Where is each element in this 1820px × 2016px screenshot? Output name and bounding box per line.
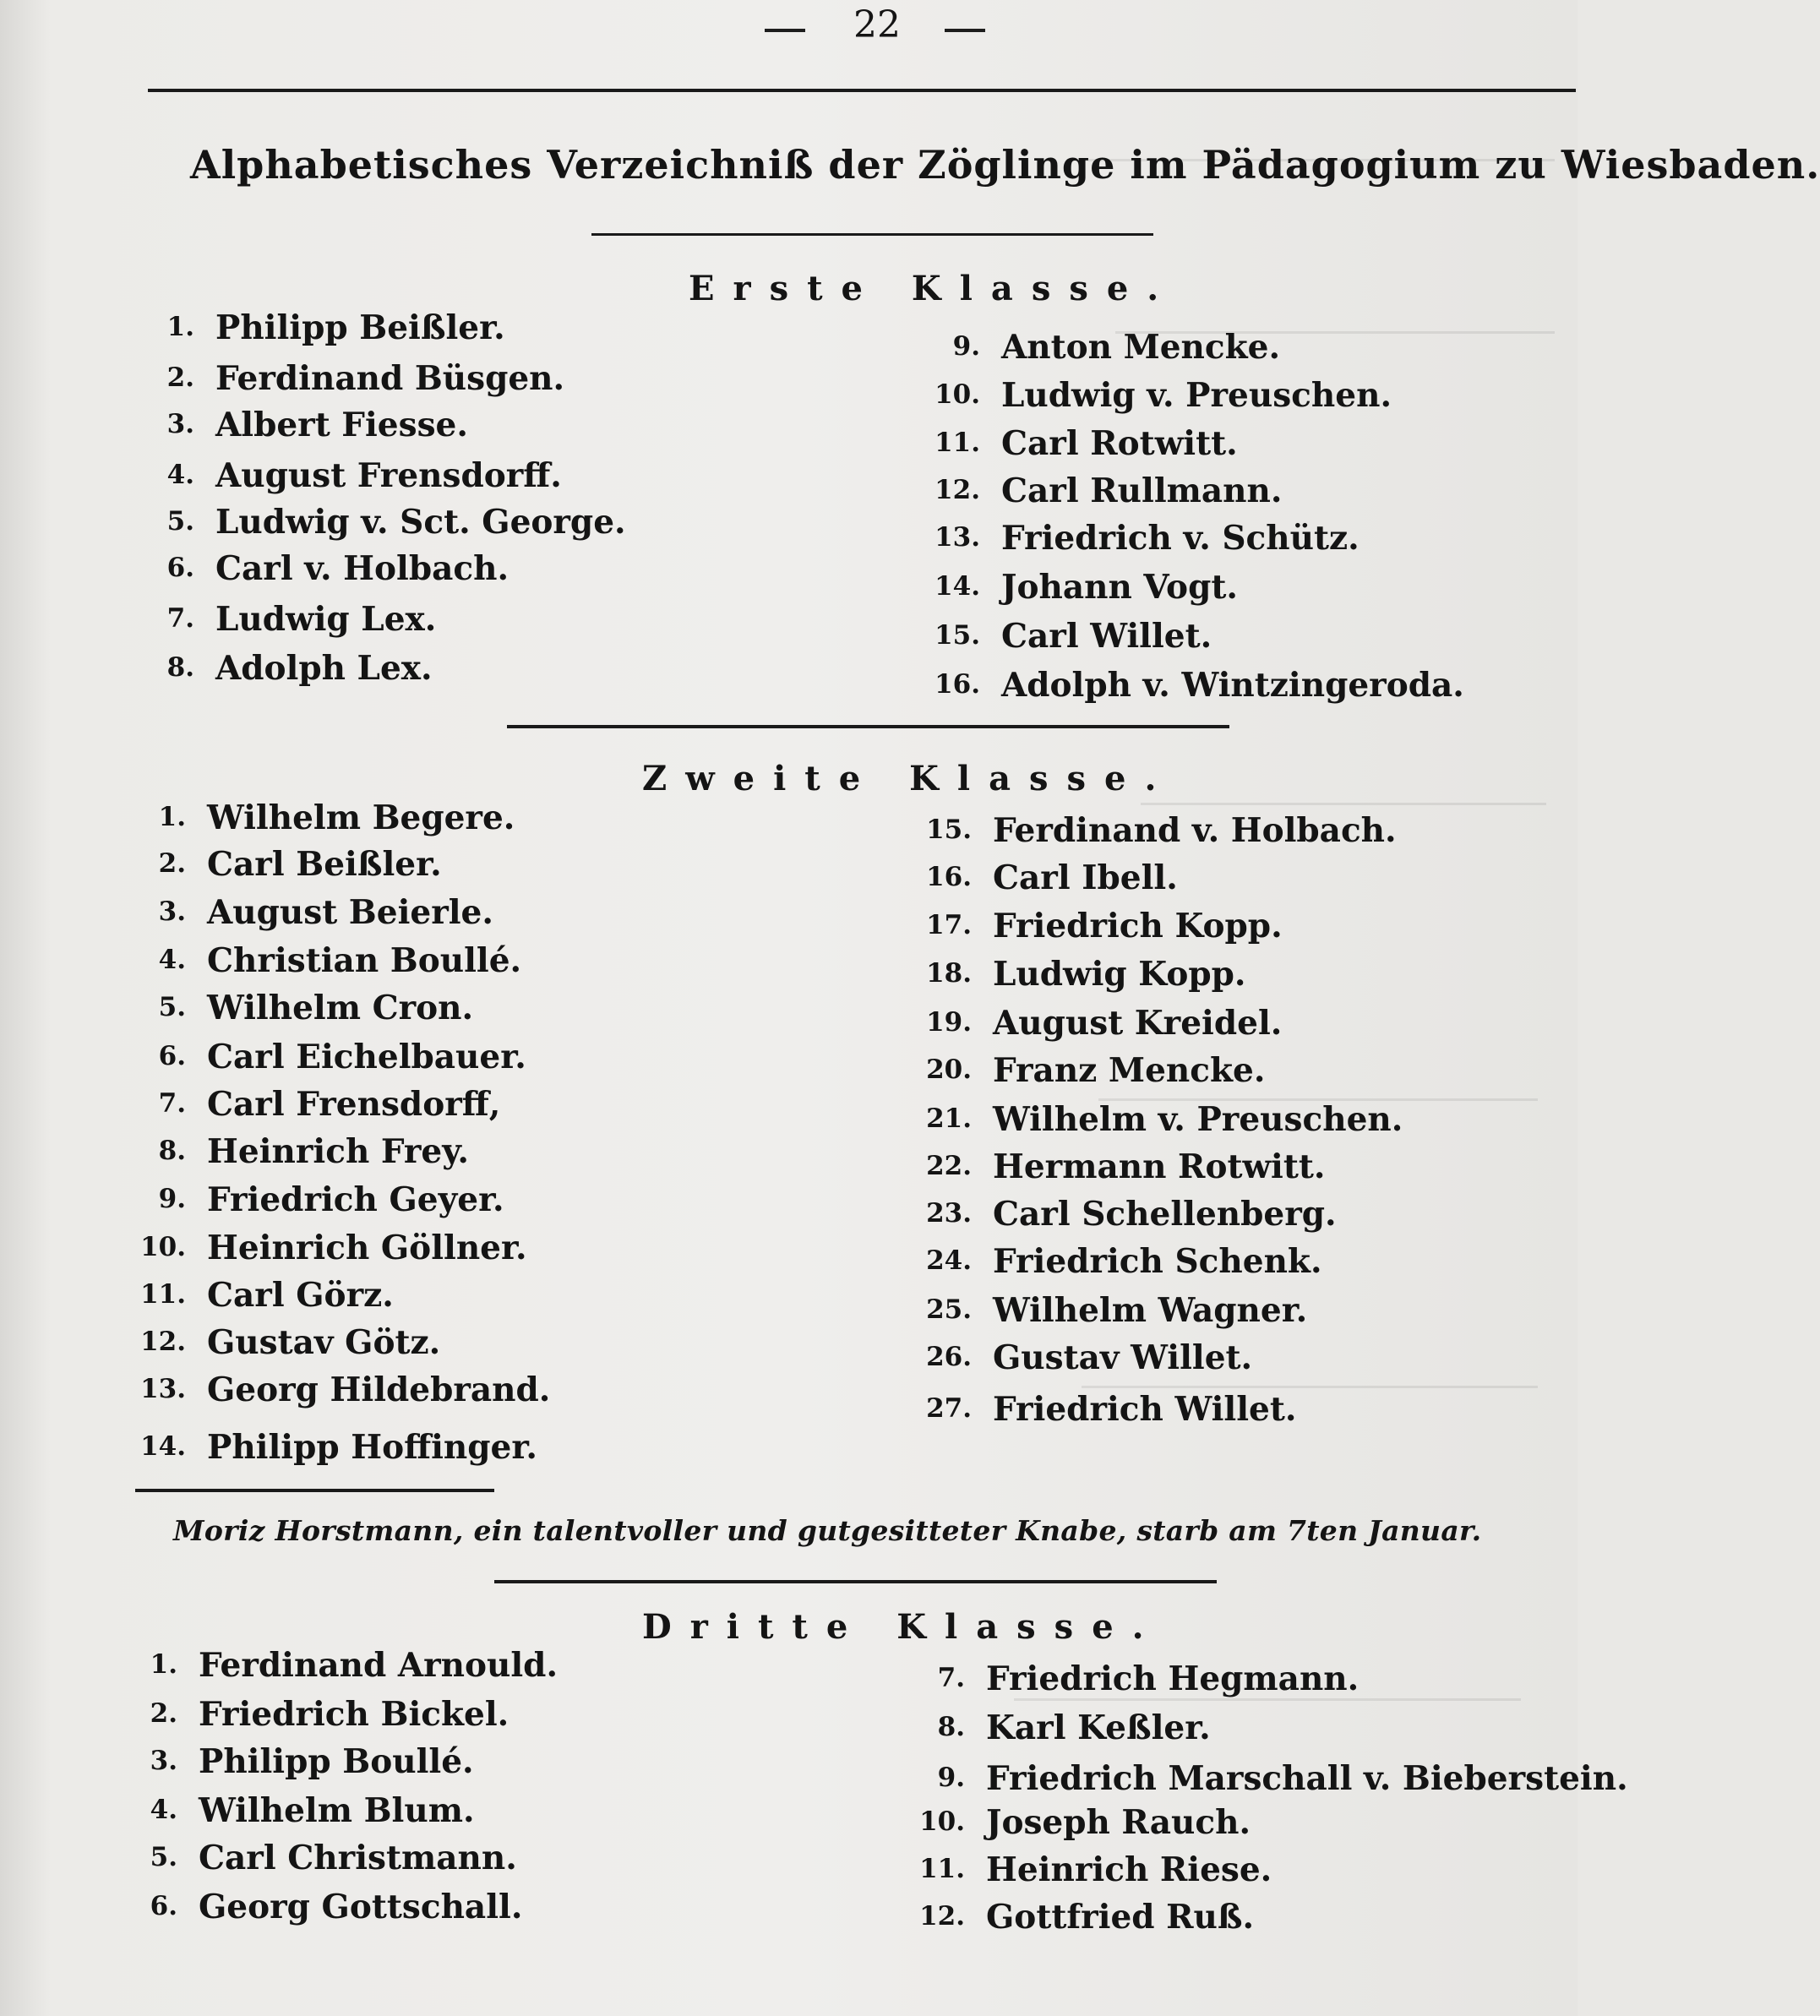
entry-number: 12. — [140, 1327, 186, 1357]
entry-name: Johann Vogt. — [1001, 568, 1238, 607]
entry-name: Carl Frensdorff, — [207, 1085, 501, 1124]
class-heading-first: Erste Klasse. — [689, 269, 1178, 308]
entry-number: 4. — [158, 945, 186, 975]
entry-number: 2. — [158, 848, 186, 879]
entry-number: 24. — [926, 1245, 972, 1276]
note-rule — [135, 1489, 494, 1492]
entry-number: 3. — [158, 896, 186, 927]
entry-name: Gustav Willet. — [993, 1338, 1253, 1377]
entry-number: 18. — [926, 958, 972, 989]
entry-name: Philipp Boullé. — [199, 1742, 474, 1781]
entry-number: 6. — [166, 553, 194, 583]
entry-number: 21. — [926, 1103, 972, 1134]
entry-name: Albert Fiesse. — [215, 406, 468, 444]
entry-name: Georg Hildebrand. — [207, 1370, 551, 1409]
entry-number: 7. — [166, 603, 194, 634]
entry-name: Carl Ibell. — [993, 858, 1178, 897]
class-heading-second: Zweite Klasse. — [642, 759, 1175, 798]
entry-number: 11. — [140, 1279, 186, 1310]
entry-name: Adolph Lex. — [215, 649, 433, 688]
entry-name: Carl Rullmann. — [1001, 471, 1283, 510]
entry-name: Ludwig Lex. — [215, 600, 437, 639]
entry-number: 14. — [140, 1431, 186, 1462]
entry-name: Friedrich Hegmann. — [986, 1659, 1360, 1698]
entry-name: Heinrich Göllner. — [207, 1229, 527, 1267]
entry-name: Friedrich Geyer. — [207, 1180, 504, 1219]
section-rule — [507, 725, 1229, 728]
entry-name: Carl Willet. — [1001, 617, 1212, 656]
entry-number: 14. — [935, 571, 980, 602]
entry-number: 10. — [935, 379, 980, 410]
bleed-through-line — [1014, 1698, 1521, 1701]
entry-number: 11. — [935, 428, 980, 458]
entry-number: 10. — [919, 1806, 965, 1837]
entry-number: 5. — [158, 992, 186, 1022]
entry-name: Carl Beißler. — [207, 845, 442, 884]
entry-name: Anton Mencke. — [1001, 328, 1281, 367]
entry-name: Wilhelm Cron. — [207, 989, 474, 1027]
class-heading-third: Dritte Klasse. — [642, 1607, 1163, 1647]
entry-name: Ferdinand Arnould. — [199, 1646, 559, 1685]
entry-number: 1. — [166, 312, 194, 342]
entry-number: 3. — [166, 409, 194, 439]
entry-number: 10. — [140, 1232, 186, 1262]
entry-name: Joseph Rauch. — [986, 1803, 1251, 1842]
entry-number: 1. — [150, 1649, 177, 1680]
entry-number: 9. — [937, 1763, 965, 1793]
entry-number: 6. — [150, 1891, 177, 1921]
entry-number: 4. — [150, 1795, 177, 1825]
entry-number: 5. — [150, 1842, 177, 1872]
entry-number: 27. — [926, 1393, 972, 1424]
entry-name: Heinrich Frey. — [207, 1132, 470, 1171]
entry-name: Philipp Beißler. — [215, 308, 505, 347]
entry-number: 26. — [926, 1342, 972, 1372]
entry-number: 8. — [166, 652, 194, 683]
top-rule — [148, 89, 1576, 92]
entry-number: 2. — [166, 362, 194, 393]
entry-number: 4. — [166, 460, 194, 490]
entry-name: Friedrich Kopp. — [993, 907, 1283, 945]
entry-name: Ludwig v. Preuschen. — [1001, 376, 1392, 415]
entry-number: 15. — [926, 815, 972, 845]
entry-number: 15. — [935, 620, 980, 651]
entry-name: Wilhelm Blum. — [199, 1791, 475, 1830]
entry-number: 17. — [926, 910, 972, 940]
entry-number: 13. — [140, 1374, 186, 1404]
entry-number: 20. — [926, 1054, 972, 1085]
entry-name: Wilhelm Begere. — [207, 798, 515, 837]
entry-name: Ludwig v. Sct. George. — [215, 503, 626, 542]
page-number-dash-right — [945, 29, 985, 32]
entry-number: 8. — [158, 1136, 186, 1166]
entry-name: Carl Rotwitt. — [1001, 424, 1238, 463]
entry-name: Georg Gottschall. — [199, 1888, 523, 1926]
entry-name: Ludwig Kopp. — [993, 955, 1246, 994]
entry-name: Hermann Rotwitt. — [993, 1147, 1326, 1186]
entry-name: Carl Eichelbauer. — [207, 1038, 526, 1076]
entry-number: 2. — [150, 1698, 177, 1729]
bleed-through-line — [1082, 1386, 1538, 1388]
entry-number: 9. — [158, 1184, 186, 1214]
entry-name: Ferdinand v. Holbach. — [993, 811, 1397, 850]
entry-name: Wilhelm v. Preuschen. — [993, 1100, 1403, 1139]
entry-number: 16. — [935, 669, 980, 700]
entry-number: 7. — [158, 1088, 186, 1119]
entry-number: 12. — [919, 1901, 965, 1932]
entry-number: 5. — [166, 506, 194, 537]
entry-name: Carl Christmann. — [199, 1839, 517, 1877]
entry-name: Gottfried Ruß. — [986, 1898, 1255, 1937]
entry-name: Karl Keßler. — [986, 1708, 1211, 1747]
entry-number: 19. — [926, 1007, 972, 1038]
entry-number: 13. — [935, 522, 980, 553]
entry-name: Carl v. Holbach. — [215, 549, 509, 588]
entry-name: Wilhelm Wagner. — [993, 1291, 1308, 1330]
entry-number: 8. — [937, 1712, 965, 1742]
entry-name: Gustav Götz. — [207, 1323, 441, 1362]
entry-name: Friedrich Bickel. — [199, 1695, 509, 1734]
entry-name: Carl Görz. — [207, 1276, 394, 1315]
entry-number: 25. — [926, 1294, 972, 1325]
entry-name: Friedrich Schenk. — [993, 1242, 1322, 1281]
note-text: Moriz Horstmann, ein talentvoller und gutgesitteter Knabe, starb am 7ten Januar. — [173, 1514, 1482, 1547]
entry-number: 11. — [919, 1854, 965, 1884]
entry-number: 7. — [937, 1663, 965, 1693]
entry-name: Friedrich Marschall v. Bieberstein. — [986, 1759, 1628, 1798]
entry-name: August Frensdorff. — [215, 456, 562, 495]
entry-number: 16. — [926, 862, 972, 892]
entry-name: Friedrich v. Schütz. — [1001, 519, 1360, 558]
entry-name: Friedrich Willet. — [993, 1390, 1297, 1429]
entry-name: August Kreidel. — [993, 1004, 1283, 1043]
entry-number: 6. — [158, 1041, 186, 1071]
entry-number: 9. — [952, 331, 980, 362]
entry-number: 1. — [158, 802, 186, 832]
entry-name: Adolph v. Wintzingeroda. — [1001, 666, 1464, 705]
entry-number: 3. — [150, 1746, 177, 1776]
section-rule — [494, 1580, 1217, 1583]
entry-name: Carl Schellenberg. — [993, 1195, 1337, 1234]
page-title: Alphabetisches Verzeichniß der Zöglinge im Pädagogium zu Wiesbaden. — [190, 142, 1820, 188]
bleed-through-line — [1141, 803, 1546, 805]
entry-name: Ferdinand Büsgen. — [215, 359, 565, 398]
entry-number: 12. — [935, 475, 980, 505]
entry-name: August Beierle. — [207, 893, 493, 932]
entry-number: 23. — [926, 1198, 972, 1229]
entry-name: Philipp Hoffinger. — [207, 1428, 537, 1467]
page-number: 22 — [853, 3, 901, 46]
entry-name: Christian Boullé. — [207, 941, 522, 980]
entry-name: Heinrich Riese. — [986, 1850, 1272, 1889]
title-rule — [591, 233, 1153, 236]
page-number-dash-left — [765, 29, 805, 32]
entry-name: Franz Mencke. — [993, 1051, 1266, 1090]
entry-number: 22. — [926, 1151, 972, 1181]
